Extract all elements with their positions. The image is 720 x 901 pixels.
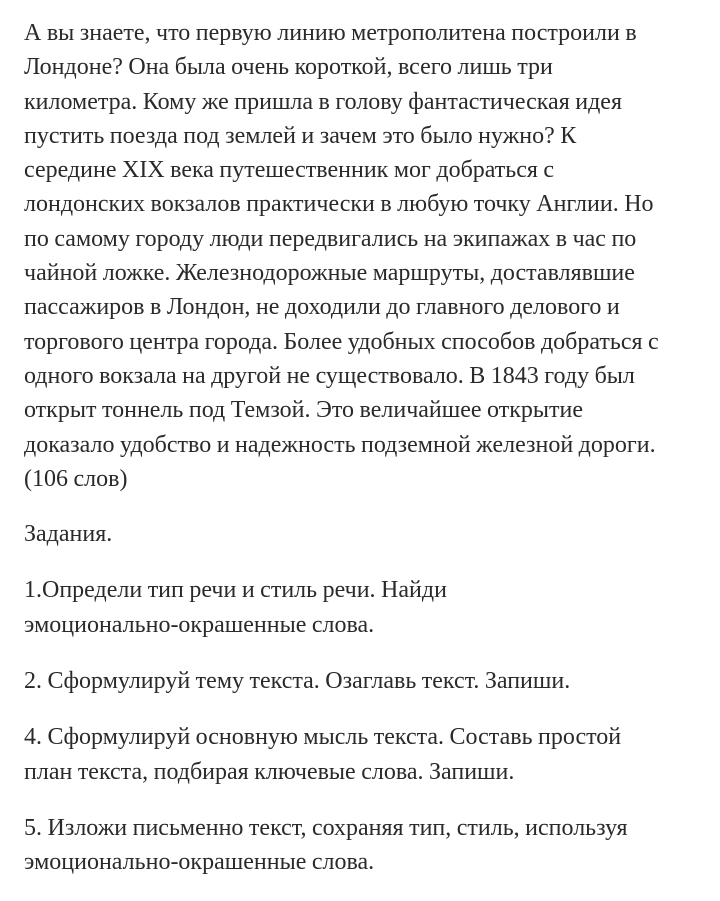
reading-passage: А вы знаете, что первую линию метрополитена построили в Лондоне? Она была очень короткой, всего лишь три километра. Кому же пришла в голову фантастическая идея пустить поезда под землей и зачем это было нужно? К середине XIX века путешественник мог добраться с лондонских вокзалов практически в любую точку Англии. Но по самому городу люди передвигались на экипажах в час по чайной ложке. Железнодорожные маршруты, доставлявшие пассажиров в Лондон, не доходили до главного делового и торгового центра города. Более удобных способов добраться с одного вокзала на другой не существовало. В 1843 году был открыт тоннель под Темзой. Это величайшее открытие доказало удобство и надежность подземной железной дороги. (106 слов) xyxy=(24,20,659,492)
task-item: 2. Сформулируй тему текста. Озаглавь текст. Запиши. xyxy=(24,668,571,695)
tasks-heading: Задания. xyxy=(24,521,113,548)
task-item: 1.Определи тип речи и стиль речи. Найди эмоционально-окрашенные слова. xyxy=(24,577,447,638)
task-item: 4. Сформулируй основную мысль текста. Составь простой план текста, подбирая ключевые слова. Запиши. xyxy=(24,724,622,785)
task-item: 5. Изложи письменно текст, сохраняя тип, стиль, используя эмоционально-окрашенные слова. xyxy=(24,814,628,876)
